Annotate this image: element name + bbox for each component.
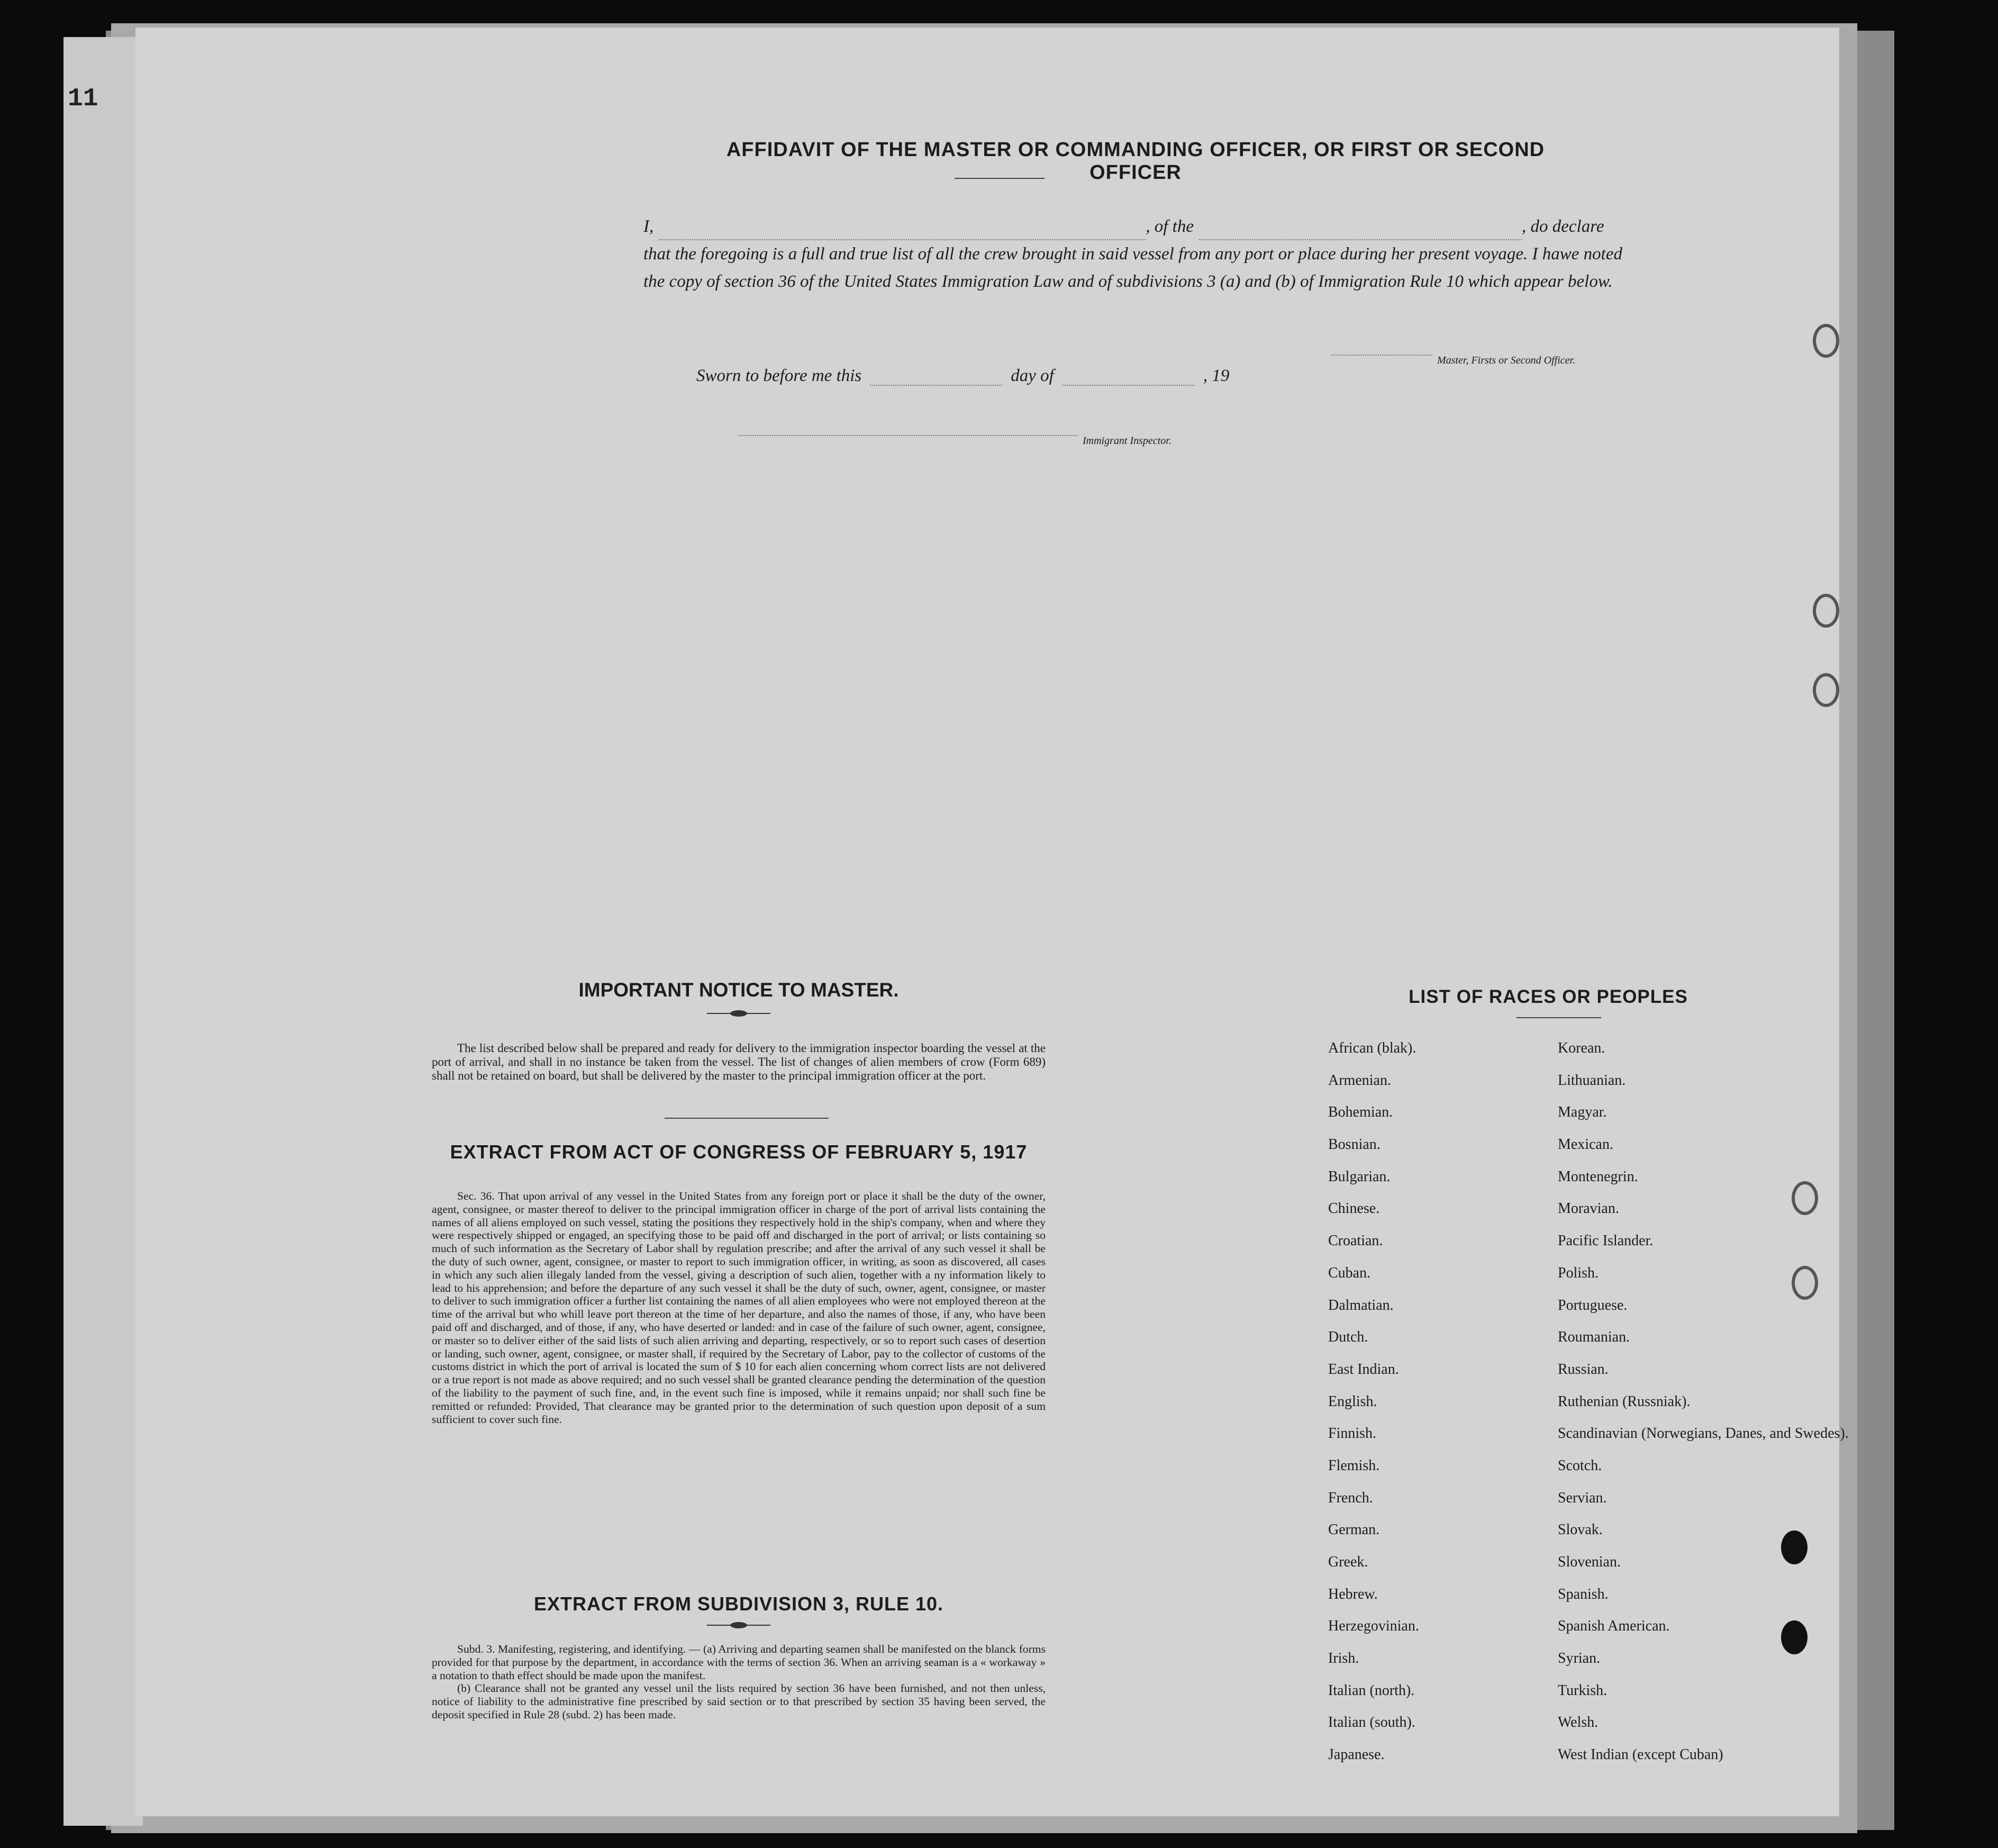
- race-item: Herzegovinian.: [1328, 1618, 1419, 1635]
- binder-hole-icon: [1813, 324, 1839, 358]
- officer-signature-line: [1331, 355, 1432, 356]
- race-item: Scandinavian (Norwegians, Danes, and Swedes).: [1558, 1425, 1849, 1442]
- races-column-right: [1558, 1040, 1849, 1779]
- sworn-day-blank: [870, 369, 1002, 386]
- officer-signature-caption: Master, Firsts or Second Officer.: [1437, 355, 1576, 366]
- act-extract-block: [432, 1190, 1046, 1426]
- race-item: Scotch.: [1558, 1457, 1602, 1474]
- binder-tab-label: 11: [68, 85, 98, 113]
- races-title: LIST OF RACES OR PEOPLES: [1409, 986, 1688, 1007]
- race-item: Bulgarian.: [1328, 1168, 1391, 1185]
- race-item: Turkish.: [1558, 1682, 1608, 1699]
- race-item: Flemish.: [1328, 1457, 1380, 1474]
- inspector-signature-line: [739, 435, 1077, 436]
- race-item: West Indian (except Cuban): [1558, 1746, 1723, 1763]
- day-of-label: day of: [1011, 366, 1054, 385]
- race-item: Bosnian.: [1328, 1136, 1381, 1153]
- race-item: Dalmatian.: [1328, 1297, 1394, 1313]
- binder-hole-icon: [1813, 673, 1839, 707]
- binder-hole-icon: [1781, 1530, 1808, 1564]
- race-item: Servian.: [1558, 1489, 1607, 1506]
- binder-hole-icon: [1792, 1266, 1818, 1300]
- affidavit-i-label: I,: [643, 217, 654, 236]
- race-item: Greek.: [1328, 1554, 1368, 1570]
- affidavit-declare-label: , do declare: [1521, 217, 1604, 236]
- title-rule: [955, 178, 1045, 179]
- races-column-left: [1328, 1040, 1550, 1779]
- race-item: Portuguese.: [1558, 1297, 1628, 1313]
- act-extract-title: EXTRACT FROM ACT OF CONGRESS OF FEBRUARY 5, 1917: [450, 1141, 1028, 1163]
- race-item: Roumanian.: [1558, 1329, 1630, 1346]
- race-item: Montenegrin.: [1558, 1168, 1638, 1185]
- race-item: Ruthenian (Russniak).: [1558, 1393, 1691, 1410]
- binder-hole-icon: [1792, 1181, 1818, 1215]
- race-item: German.: [1328, 1521, 1380, 1538]
- sworn-label: Sworn to before me this: [696, 366, 862, 385]
- sworn-line: [696, 366, 1229, 386]
- race-item: Moravian.: [1558, 1200, 1619, 1217]
- rule-extract-title: EXTRACT FROM SUBDIVISION 3, RULE 10.: [533, 1593, 944, 1615]
- notice-title: IMPORTANT NOTICE TO MASTER.: [578, 979, 899, 1001]
- race-item: Mexican.: [1558, 1136, 1613, 1153]
- rule-extract-text-a: Subd. 3. Manifesting, registering, and identifying. — (a) Arriving and departing seamen shall be manifested on the blanck forms provided for that purpose by the department, in accordance with the terms of section 36. When an arriving seaman is a « workaway » a notation to thath effect should be made upon the manifest.: [432, 1643, 1046, 1682]
- race-item: French.: [1328, 1489, 1373, 1506]
- race-item: East Indian.: [1328, 1361, 1399, 1378]
- affidavit-declaration: [643, 213, 1622, 295]
- rule-extract-block: [432, 1643, 1046, 1722]
- document-page: [135, 28, 1849, 1816]
- race-item: English.: [1328, 1393, 1377, 1410]
- race-item: Armenian.: [1328, 1072, 1391, 1089]
- race-item: Italian (north).: [1328, 1682, 1415, 1699]
- master-name-blank: [659, 223, 1146, 240]
- race-item: Italian (south).: [1328, 1714, 1415, 1731]
- race-item: Syrian.: [1558, 1650, 1601, 1667]
- race-item: Chinese.: [1328, 1200, 1380, 1217]
- race-item: Slovak.: [1558, 1521, 1603, 1538]
- rule-extract-text-b: (b) Clearance shall not be granted any vessel unil the lists required by section 36 have been furnished, and not then unless, notice of liability to the administrative fine prescribed by said section or to that prescribed by section 35 having been served, the deposit specified in Rule 28 (subd. 2) has been made.: [432, 1682, 1046, 1721]
- binder-hole-icon: [1781, 1620, 1808, 1654]
- ornament-divider: [707, 1624, 770, 1627]
- binder-strip: [63, 37, 143, 1826]
- race-item: Hebrew.: [1328, 1586, 1378, 1602]
- race-item: Pacific Islander.: [1558, 1233, 1654, 1249]
- notice-text: The list described below shall be prepared and ready for delivery to the immigration inspector boarding the vessel at the port of arrival, and shall in no instance be taken from the vessel. The list of changes of alien members of crow (Form 689) shall not be retained on board, but shall be delivered by the master to the principal immigration officer at the port.: [432, 1041, 1046, 1082]
- race-item: Lithuanian.: [1558, 1072, 1626, 1089]
- race-item: Croatian.: [1328, 1233, 1383, 1249]
- affidavit-body-text: that the foregoing is a full and true list of all the crew brought in said vessel from any port or place during her present voyage. I hawe noted the copy of section 36 of the United States Immigration Law and of subdivisions 3 (a) and (b) of Immigration Rule 10 which appear below.: [643, 244, 1622, 291]
- race-item: African (blak).: [1328, 1040, 1416, 1056]
- race-item: Spanish American.: [1558, 1618, 1670, 1635]
- inspector-caption: Immigrant Inspector.: [1083, 435, 1171, 447]
- race-item: Korean.: [1558, 1040, 1605, 1056]
- race-item: Irish.: [1328, 1650, 1359, 1667]
- race-item: Cuban.: [1328, 1264, 1371, 1281]
- race-item: Japanese.: [1328, 1746, 1385, 1763]
- sworn-month-blank: [1062, 369, 1195, 386]
- race-item: Finnish.: [1328, 1425, 1377, 1442]
- affidavit-of-the-label: , of the: [1146, 217, 1194, 236]
- race-item: Welsh.: [1558, 1714, 1599, 1731]
- vessel-name-blank: [1199, 223, 1522, 240]
- ornament-divider: [707, 1012, 770, 1015]
- year-prefix-label: , 19: [1203, 366, 1230, 385]
- notice-rule: [665, 1118, 829, 1119]
- notice-block: [432, 1041, 1046, 1083]
- race-item: Dutch.: [1328, 1329, 1368, 1346]
- races-rule: [1516, 1017, 1601, 1018]
- race-item: Polish.: [1558, 1264, 1599, 1281]
- race-item: Magyar.: [1558, 1104, 1607, 1121]
- binder-hole-icon: [1813, 594, 1839, 628]
- race-item: Slovenian.: [1558, 1554, 1621, 1570]
- race-item: Spanish.: [1558, 1586, 1609, 1602]
- act-extract-text: Sec. 36. That upon arrival of any vessel in the United States from any foreign port or place it shall be the duty of the owner, agent, consignee, or master thereof to deliver to the principal immigration officer in charge of the port of arrival lists containing the names of all aliens employed on such vessel, stating the positions they respectively hold in the ship's company, when and where they were respectively shipped or engaged, an specifying those to be paid off and discharged in the port of arrival; or lists containing so much of such information as the Secretary of Labor shall by regulation prescribe; and after the arrival of any such vessel it shall be the duty of such owner, agent, consignee, or master to report to such immigration officer, in writing, as soon as discovered, all cases in which any such alien illegaly landed from the vessel, giving a description of such alien, together with a ny information likely to lead to his apprehension; and before the departure of any such vessel it shall be the duty of such, owner, agent, consignee, or master to deliver to such immigration officer a further list containing the names of all alien employees who were not employed thereon at the time of the arrival but who whill leave port thereon at the time of her departure, and also the names of those, if any, who have been paid off and discharged, and of those, if any, who have deserted or landed: and in case of the failure of such owner, agent, consignee, or master so to deliver either of the said lists of such alien arriving and departing, respectively, or so to report such cases of desertion or landing, such owner, agent, consignee, or master shall, if required by the Secretary of Labor, pay to the collector of customs of the customs district in which the port of arrival is located the sum of $ 10 for each alien concerning whom correct lists are not delivered or a true report is not made as above required; and no such vessel shall be granted clearance pending the determination of the question of the liability to the payment of such fine, and, in the event such fine is imposed, while it remains unpaid; nor shall such fine be remitted or refunded: Provided, That clearance may be granted prior to the determination of such question upon deposit of a sum sufficient to cover such fine.: [432, 1190, 1046, 1426]
- race-item: Bohemian.: [1328, 1104, 1393, 1121]
- race-item: Russian.: [1558, 1361, 1609, 1378]
- affidavit-title: AFFIDAVIT OF THE MASTER OR COMMANDING OFFICER, OR FIRST OR SECOND OFFICER: [726, 139, 1545, 184]
